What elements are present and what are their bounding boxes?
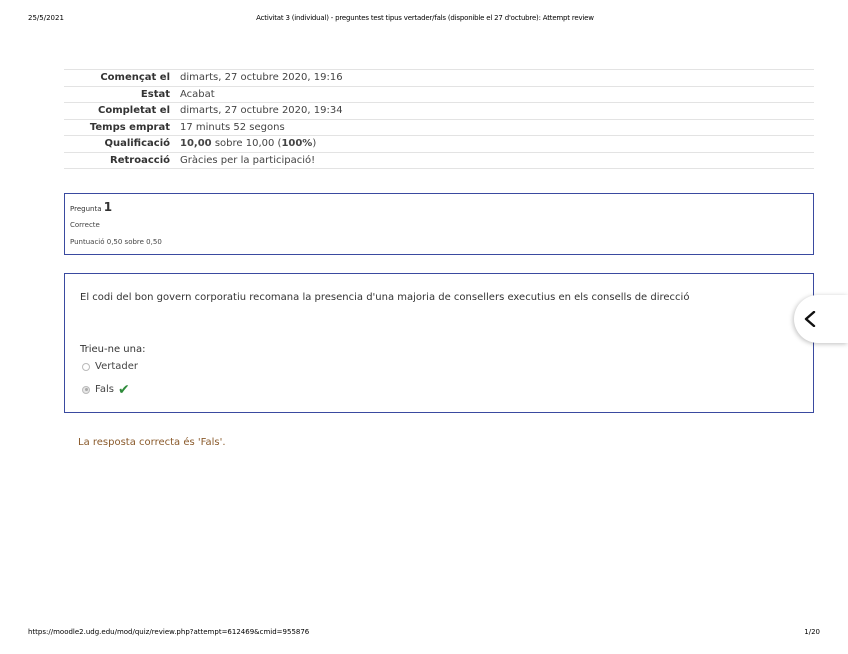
summary-value: 17 minuts 52 segons bbox=[180, 121, 285, 133]
question-text: El codi del bon govern corporatiu recomana la presencia d'una majoria de consellers executius en els consells de direcció bbox=[80, 292, 690, 303]
print-date: 25/5/2021 bbox=[28, 14, 64, 22]
option-vertader[interactable] bbox=[82, 361, 138, 372]
drawer-toggle-button[interactable] bbox=[794, 295, 848, 343]
checkmark-icon: ✔ bbox=[117, 381, 130, 398]
summary-row bbox=[64, 86, 814, 103]
summary-label: Completat el bbox=[98, 105, 170, 117]
summary-label: Estat bbox=[140, 88, 170, 100]
summary-row bbox=[64, 152, 814, 169]
summary-label: Temps emprat bbox=[89, 121, 170, 133]
summary-label: Retroacció bbox=[110, 154, 170, 166]
radio-vertader[interactable] bbox=[82, 363, 90, 371]
print-page-number: 1/20 bbox=[804, 628, 820, 636]
question-state: Correcte bbox=[70, 221, 100, 229]
summary-value bbox=[176, 136, 814, 153]
summary-value: dimarts, 27 octubre 2020, 19:34 bbox=[180, 105, 343, 117]
summary-row bbox=[64, 119, 814, 136]
question-label: Pregunta bbox=[70, 205, 102, 213]
option-label: Fals bbox=[95, 384, 114, 395]
right-answer-feedback: La resposta correcta és 'Fals'. bbox=[78, 437, 226, 448]
question-info-box bbox=[64, 193, 814, 255]
grade-percent: 100% bbox=[281, 138, 313, 150]
summary-row bbox=[64, 136, 814, 153]
summary-value: Gràcies per la participació! bbox=[180, 154, 316, 166]
summary-label: Començat el bbox=[100, 72, 170, 84]
option-fals[interactable] bbox=[82, 381, 130, 398]
question-grade: Puntuació 0,50 sobre 0,50 bbox=[70, 238, 162, 246]
summary-label: Qualificació bbox=[104, 138, 170, 150]
grade-close: ) bbox=[312, 138, 317, 150]
option-label: Vertader bbox=[95, 361, 138, 372]
grade-score: 10,00 bbox=[180, 138, 212, 150]
print-title: Activitat 3 (individual) - preguntes test tipus vertader/fals (disponible el 27 d'octubre): Attempt review bbox=[256, 14, 594, 22]
question-number bbox=[70, 200, 112, 214]
summary-row bbox=[64, 70, 814, 87]
question-content-box bbox=[64, 273, 814, 413]
print-footer bbox=[0, 628, 848, 642]
grade-total: sobre 10,00 ( bbox=[211, 138, 282, 150]
chevron-left-icon bbox=[803, 311, 817, 327]
summary-value: Acabat bbox=[180, 88, 215, 100]
print-url: https://moodle2.udg.edu/mod/quiz/review.php?attempt=612469&cmid=955876 bbox=[28, 628, 310, 636]
print-header bbox=[0, 14, 848, 28]
radio-fals[interactable] bbox=[82, 386, 90, 394]
attempt-summary-table bbox=[64, 69, 814, 169]
summary-row bbox=[64, 103, 814, 120]
question-number-value: 1 bbox=[103, 200, 113, 214]
summary-value: dimarts, 27 octubre 2020, 19:16 bbox=[180, 72, 343, 84]
answer-prompt: Trieu-ne una: bbox=[80, 344, 146, 355]
